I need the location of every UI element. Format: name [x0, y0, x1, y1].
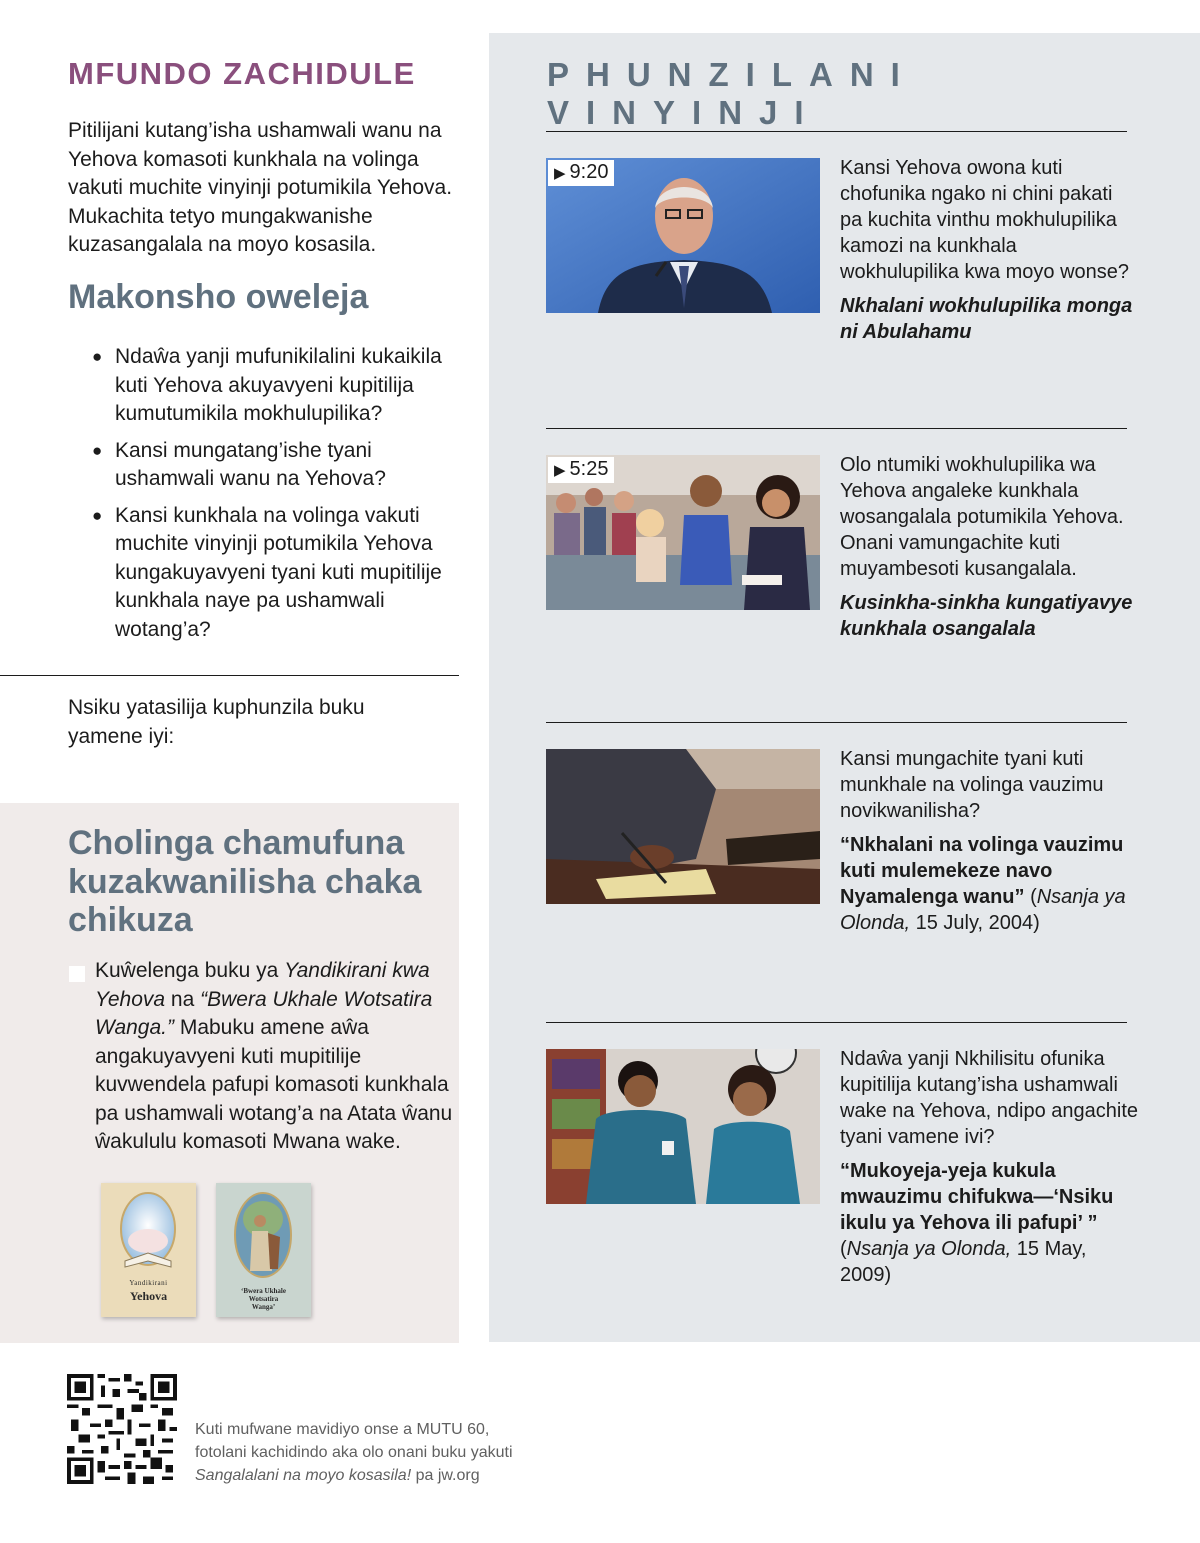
nurses-photo-icon [546, 1049, 820, 1204]
book-cover-art-icon [228, 1191, 299, 1283]
book-cover-come-be-my-follower[interactable]: ‘Bwera Ukhale Wotsatira Wanga’ [216, 1183, 311, 1317]
study-video-title[interactable]: Kusinkha-sinkha kungatiyavye kunkhala osangalala [840, 592, 1133, 640]
summary-heading: MFUNDO ZACHIDULE [68, 56, 416, 91]
study-divider [546, 131, 1127, 132]
bullet-icon: ● [92, 440, 103, 460]
study-item-text [840, 155, 1140, 345]
study-divider [546, 428, 1127, 429]
study-video-title[interactable]: Nkhalani wokhulupilika monga ni Abulahamu [840, 295, 1133, 343]
bullet-icon: ● [92, 347, 103, 366]
goal-text: Kuŵelenga buku ya Yandikirani kwa Yehova na “Bwera Ukhale Wotsatira Wanga.” Mabuku amene aŵa angakuyavyeni kuti mupitilije kuvwendela pafupi komasoti kunkhala pa ushamwali wotang’a na Atata ŵanu ŵakululu komasoti Mwana wake. [95, 959, 453, 1153]
goal-checkbox[interactable] [69, 966, 85, 982]
video-thumbnail[interactable] [546, 158, 820, 313]
review-questions [92, 343, 464, 652]
study-item-text [840, 1046, 1140, 1288]
goal-box [0, 803, 459, 1343]
summary-paragraph: Pitilijani kutang’isha ushamwali wanu na Yehova komasoti kunkhala na volinga vakuti muchite vinyinji potumikila Yehova. Mukachita tetyo mungakwanishe kuzasangalala na moyo kosasila. [68, 119, 453, 256]
review-question: ● Ndaŵa yanji mufunikilalini kukaikila kuti Yehova akuyavyeni kupitilija kumutumikila mokhulupilika? [92, 345, 442, 425]
study-divider [546, 1022, 1127, 1023]
study-question: Kansi mungachite tyani kuti munkhale na volinga vauzimu novikwanilisha? [840, 748, 1104, 822]
study-article-title[interactable]: “Mukoyeja-yeja kukula mwauzimu chifukwa—‘Nsiku ikulu ya Yehova ili pafupi’ ” (Nsanja ya Olonda, 15 May, 2009) [840, 1160, 1114, 1286]
study-item-text [840, 746, 1140, 936]
study-heading: PHUNZILANI VINYINJI [547, 56, 917, 131]
footer-note: Kuti mufwane mavidiyo onse a MUTU 60, fotolani kachidindo aka olo onani buku yakuti Sangalalani na moyo kosasila! pa jw.org [195, 1421, 513, 1484]
study-article-title[interactable]: “Nkhalani na volinga vauzimu kuti mulemekeze navo Nyamalenga wanu” (Nsanja ya Olonda, 15 July, 2004) [840, 834, 1126, 934]
left-divider [0, 675, 459, 676]
book-cover-art-icon [113, 1191, 184, 1281]
video-duration-badge: ▶ 9:20 [548, 160, 614, 186]
article-image [546, 1049, 820, 1204]
study-item-text [840, 452, 1140, 642]
review-question: ● Kansi mungatang’ishe tyani ushamwali wanu na Yehova? [92, 438, 386, 490]
play-icon: ▶ [554, 165, 566, 182]
goal-heading: Cholinga chamufuna kuzakwanilisha chaka chikuza [68, 824, 422, 939]
review-question: ● Kansi kunkhala na volinga vakuti muchite vinyinji potumikila Yehova kungakuyavyeni tyani kuti mupitilije kunkhala naye pa ushamwali wotang’a? [92, 503, 442, 641]
article-image [546, 749, 820, 904]
book-cover-draw-close-to-jehovah[interactable]: Yandikirani Yehova [101, 1183, 196, 1317]
bullet-icon: ● [92, 505, 103, 525]
writing-hand-photo-icon [546, 749, 820, 904]
completion-date-note: Nsiku yatasilija kuphunzila buku yamene iyi: [68, 696, 365, 748]
study-question: Ndaŵa yanji Nkhilisitu ofunika kupitilija kutang’isha ushamwali wake na Yehova, ndipo angachite tyani vamene ivi? [840, 1048, 1139, 1148]
study-question: Kansi Yehova owona kuti chofunika ngako ni chini pakati pa kuchita vinthu mokhulupilika kamozi na kunkhala wokhulupilika kwa moyo wonse? [840, 157, 1130, 283]
study-divider [546, 722, 1127, 723]
review-heading: Makonsho oweleja [68, 278, 369, 316]
video-thumbnail[interactable] [546, 455, 820, 610]
play-icon: ▶ [554, 462, 566, 479]
video-duration-badge: ▶ 5:25 [548, 457, 614, 483]
study-question: Olo ntumiki wokhulupilika wa Yehova angaleke kunkhala wosangalala potumikila Yehova. Onani vamungachite kuti muyambesoti kusangalala. [840, 454, 1124, 580]
qr-code[interactable] [67, 1374, 177, 1484]
study-more-panel [489, 33, 1200, 1342]
